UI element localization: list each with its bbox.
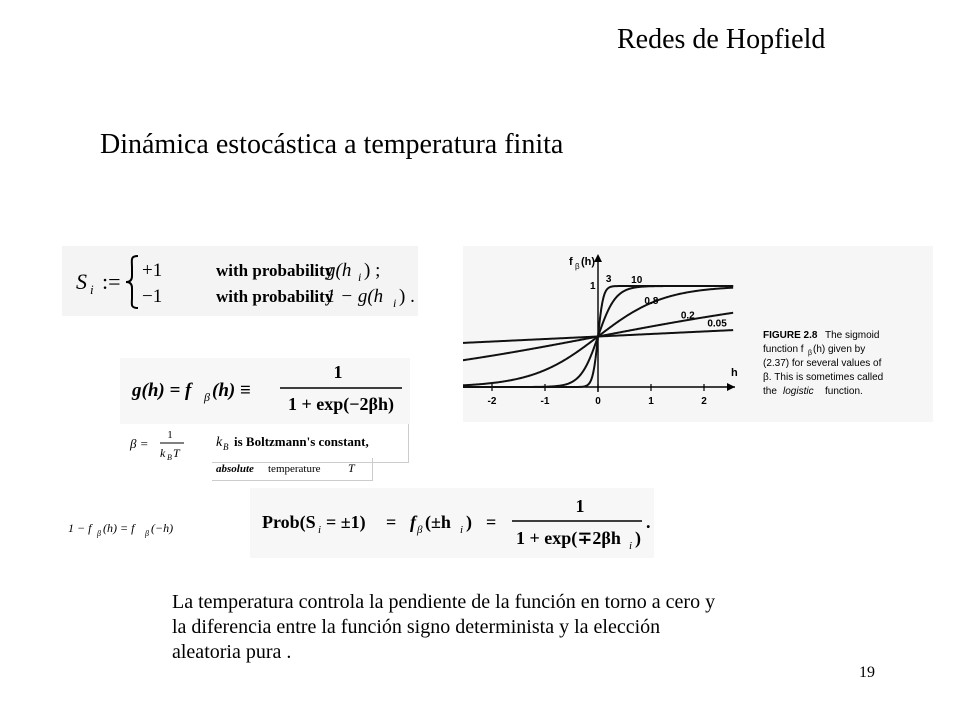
- x-tick-label: -2: [487, 396, 497, 407]
- eq-prob-lhs-sub: i: [318, 524, 322, 536]
- x-axis-label: h: [731, 367, 738, 379]
- x-tick-label: 2: [701, 396, 707, 407]
- note-abs-italic: absolute: [216, 463, 254, 475]
- eq-g-lhs: g(h) = f: [132, 380, 192, 401]
- eq-prob-eq1: =: [386, 512, 397, 532]
- caption-line5-b: function.: [825, 386, 863, 397]
- equation-beta-svg: [120, 424, 210, 466]
- eq-s-case1-text: with probability: [216, 261, 334, 280]
- note-boltzmann-svg: [212, 424, 408, 462]
- equation-symmetry: [62, 508, 248, 548]
- x-tick-label: 1: [648, 396, 654, 407]
- eq-beta-numerator: 1: [167, 429, 173, 441]
- equation-symmetry-svg: [62, 508, 248, 548]
- eq-s-lhs-sub: i: [90, 282, 94, 297]
- eq-beta-lhs: β =: [130, 436, 149, 451]
- y-axis-label: f: [569, 256, 573, 268]
- figure-caption: [763, 330, 883, 397]
- equation-g-svg: [120, 358, 410, 424]
- eq-sym-sub-a: β: [97, 529, 101, 538]
- eq-s-case1-close: ) ;: [364, 260, 381, 281]
- eq-beta-denominator: k: [160, 446, 166, 460]
- eq-prob-mid-rest: (±h: [425, 512, 451, 532]
- slide-subtitle: Dinámica estocástica a temperatura finita: [100, 129, 564, 160]
- note-abs-symbol: T: [348, 461, 355, 475]
- eq-prob-denominator: 1 + exp(∓2βh: [516, 528, 621, 548]
- eq-g-lhs-sub: β: [204, 390, 210, 404]
- y-axis-arrow: [594, 254, 602, 262]
- equation-g-definition: [120, 358, 410, 424]
- note-abs-svg: [212, 458, 372, 480]
- caption-line2-rest: (h) given by: [813, 344, 866, 355]
- eq-prob-lhs-rest: = ±1): [326, 512, 366, 532]
- caption-line5-a: the: [763, 386, 777, 397]
- caption-line5-italic: logistic: [783, 386, 814, 397]
- eq-prob-mid-sub2: i: [460, 524, 464, 536]
- caption-line2: function f: [763, 344, 804, 355]
- eq-g-numerator: 1: [333, 362, 343, 382]
- eq-sym-b: (h) = f: [103, 521, 135, 535]
- equation-state-update-svg: [62, 246, 418, 316]
- eq-s-case2-close: ) .: [399, 286, 415, 307]
- eq-s-case2-text: with probability: [216, 287, 334, 306]
- eq-s-assign: :=: [102, 269, 121, 294]
- body-line-2: la diferencia entre la función signo determinista y la elección: [172, 616, 661, 638]
- sigmoid-figure-svg: [463, 246, 933, 422]
- eq-s-brace: [126, 256, 138, 308]
- note-kb-sub: B: [223, 442, 229, 452]
- eq-prob-numerator: 1: [575, 496, 585, 516]
- x-tick-label: 0: [595, 396, 601, 407]
- eq-prob-mid-sub: β: [417, 524, 423, 536]
- y-axis-label-rest: (h): [581, 256, 596, 268]
- eq-s-case1-value: +1: [142, 260, 163, 281]
- note-kb-k: k: [216, 435, 223, 450]
- eq-prob-mid: f: [410, 512, 416, 532]
- page-number: 19: [859, 664, 875, 681]
- curve-label-0_2: 0.2: [680, 310, 695, 322]
- x-axis-arrow: [727, 383, 735, 391]
- caption-line1: The sigmoid: [825, 330, 880, 341]
- eq-s-case2-sub: i: [393, 296, 397, 310]
- y-tick-label-1: 1: [590, 281, 596, 292]
- eq-prob-den-close: ): [635, 528, 641, 548]
- equation-probability-svg: [250, 488, 654, 558]
- slide-title: Redes de Hopfield: [617, 24, 826, 55]
- curve-labels: [606, 274, 727, 330]
- note-abs-text: temperature: [268, 463, 321, 475]
- eq-s-case1-prob: g(h: [326, 260, 352, 281]
- body-line-1: La temperatura controla la pendiente de la función en torno a cero y: [172, 591, 716, 613]
- caption-line3: (2.37) for several values of: [763, 358, 882, 369]
- y-axis-label-sub: β: [575, 262, 580, 271]
- eq-sym-sub-b: β: [145, 529, 149, 538]
- caption-line2-sub: β: [808, 350, 813, 357]
- eq-s-case1-sub: i: [358, 270, 362, 284]
- eq-beta-den-rest: T: [173, 446, 180, 460]
- eq-s-case2-value: −1: [142, 286, 163, 307]
- note-absolute-temperature: [212, 458, 373, 481]
- equation-probability: [250, 488, 654, 558]
- eq-beta-den-sub: B: [167, 453, 172, 462]
- caption-figure-number: FIGURE 2.8: [763, 330, 818, 341]
- note-kb-text: is Boltzmann's constant,: [234, 434, 369, 449]
- body-paragraph: [172, 590, 832, 665]
- caption-line4: β. This is sometimes called: [763, 372, 884, 383]
- curve-label-0_8: 0.8: [644, 295, 659, 307]
- curve-label-3: 3: [605, 274, 612, 285]
- eq-prob-mid-close: ): [466, 512, 472, 532]
- eq-g-lhs-rest: (h) ≡: [212, 380, 251, 401]
- eq-s-case2-prob: 1 − g(h: [326, 286, 384, 307]
- body-line-3: aleatoria pura .: [172, 641, 292, 663]
- equation-beta-definition: [120, 424, 210, 466]
- eq-prob-den-sub: i: [629, 540, 633, 552]
- equation-state-update: [62, 246, 418, 316]
- eq-prob-tail: .: [646, 512, 651, 532]
- sigmoid-figure: [463, 246, 933, 422]
- x-tick-label: -1: [540, 396, 550, 407]
- curve-label-0_05: 0.05: [707, 318, 727, 330]
- curve-label-10: 10: [631, 275, 643, 286]
- eq-g-denominator: 1 + exp(−2βh): [288, 394, 394, 414]
- eq-sym-a: 1 − f: [68, 521, 92, 535]
- eq-prob-lhs: Prob(S: [262, 512, 316, 532]
- eq-s-lhs: S: [76, 269, 87, 294]
- eq-sym-c: (−h): [151, 521, 174, 535]
- eq-prob-eq2: =: [486, 512, 497, 532]
